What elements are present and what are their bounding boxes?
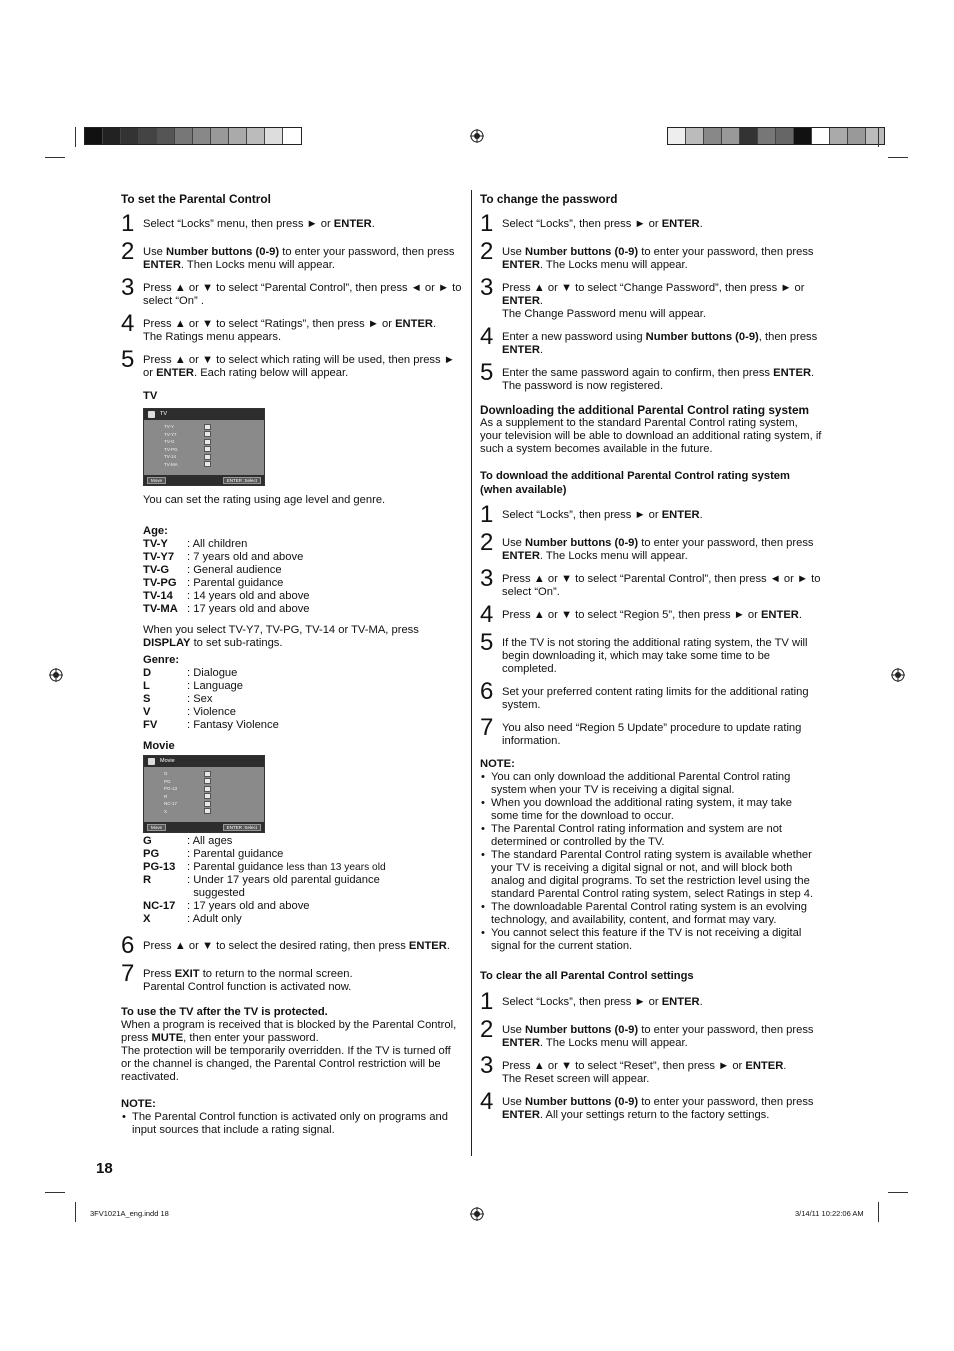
footer-file: 3FV1021A_eng.indd 18 (90, 1209, 169, 1218)
rating-row (143, 835, 463, 848)
step-text: Use Number buttons (0-9) to enter your password, then press ENTER. The Locks menu will appear. (502, 246, 814, 271)
step-list (121, 932, 463, 994)
rating-code: X (143, 913, 151, 925)
step-text: Select “Locks”, then press ► or ENTER. (502, 996, 703, 1008)
step-text: Use Number buttons (0-9) to enter your password, then press ENTER. The Locks menu will appear. (502, 1024, 814, 1049)
color-swatch (193, 128, 211, 144)
rating-desc: : 7 years old and above (187, 551, 304, 563)
subratings-note: When you select TV-Y7, TV-PG, TV-14 or TV-MA, press DISPLAY to set sub-ratings. (143, 624, 419, 649)
crop-mark (45, 157, 65, 158)
step-text: Press ▲ or ▼ to select “Reset”, then press ► or ENTER. The Reset screen will appear. (502, 1060, 787, 1085)
color-bar-right (667, 127, 885, 145)
note-item: • When you download the additional rating system, it may take some time for the download to occur. (480, 797, 822, 823)
step-text: Press ▲ or ▼ to select which rating will be used, then press ► or ENTER. Each rating below will appear. (143, 354, 455, 379)
lock-icon (204, 431, 211, 437)
rating-desc: : All ages (187, 835, 233, 847)
color-swatch (866, 128, 884, 144)
rating-row (143, 913, 463, 926)
footer-datetime: 3/14/11 10:22:06 AM (795, 1209, 864, 1218)
rating-desc: : 17 years old and above (187, 900, 310, 912)
color-swatch (211, 128, 229, 144)
step-number: 4 (480, 601, 494, 628)
column-divider (471, 190, 472, 1156)
color-swatch (848, 128, 866, 144)
step-number: 1 (480, 210, 494, 237)
screen-rating-line: TV-G (164, 438, 264, 446)
age-block: Age: TV-Y : All children TV-Y7 : 7 years old and above TV-G : General audience TV-PG : Parental guidance TV-14 : 14 years old and above TV-MA : 17 years old and above When you select TV-Y7, TV-PG, TV-14 or TV-MA, press DISPLAY to set sub-ratings. Genre: D : Dialogue L : Language S : Sex V : Violence FV : Fantasy Violence Movie Movie G PG PG-13 R NC-17 X Move ENTER :Select G : All ages PG : Parental guidance PG-13 : Parental guidance less than 13 years old R : Under 17 years old parental guidance suggested NC-17 : 17 years old and above X : Adult only (143, 525, 463, 926)
rating-desc: : General audience (187, 564, 282, 576)
lock-icon (204, 424, 211, 430)
color-swatch (85, 128, 103, 144)
rating-row (143, 680, 463, 693)
screen-rating-line: TV-Y (164, 423, 264, 431)
rating-desc: : Parental guidance (187, 577, 284, 589)
tv-rating-screen: TV TV-Y TV-Y7 TV-G TV-PG TV-14 TV-MA Move ENTER :Select (143, 408, 265, 486)
step-number: 6 (480, 678, 494, 705)
color-swatch (139, 128, 157, 144)
rating-row (143, 551, 463, 564)
note-item: • The Parental Control function is activated only on programs and input sources that include a rating signal. (121, 1111, 463, 1137)
crop-mark (888, 157, 908, 158)
screen-rating-line: G (164, 770, 264, 778)
color-swatch (722, 128, 740, 144)
rating-desc: : 14 years old and above (187, 590, 310, 602)
step-item (480, 988, 822, 1015)
color-swatch (830, 128, 848, 144)
crop-mark (888, 1192, 908, 1193)
section-heading: To change the password (480, 192, 618, 206)
step-text: Select “Locks” menu, then press ► or ENTER. (143, 218, 375, 230)
lock-icon (204, 454, 211, 460)
step-number: 1 (480, 501, 494, 528)
step-number: 4 (480, 1088, 494, 1115)
color-bar-left (84, 127, 302, 145)
step-item (480, 501, 822, 528)
crop-mark (878, 127, 879, 147)
lock-icon (204, 439, 211, 445)
step-item (480, 678, 822, 712)
step-item (480, 274, 822, 321)
step-list (121, 210, 463, 380)
rating-desc: : 17 years old and above (187, 603, 310, 615)
color-swatch (175, 128, 193, 144)
note-item: • You cannot select this feature if the TV is not receiving a digital signal for the current station. (480, 927, 822, 953)
protected-heading: To use the TV after the TV is protected. (121, 1006, 328, 1018)
step-number: 7 (121, 960, 135, 987)
step-item (480, 565, 822, 599)
step-number: 4 (480, 323, 494, 350)
tv-screen-wrap (143, 408, 463, 486)
rating-row (143, 848, 463, 861)
rating-row (143, 577, 463, 590)
step-text: Use Number buttons (0-9) to enter your password, then press ENTER. All your settings return to the factory settings. (502, 1096, 814, 1121)
step-item (480, 323, 822, 357)
step-number: 1 (480, 988, 494, 1015)
rating-row (143, 719, 463, 732)
color-swatch (157, 128, 175, 144)
color-swatch (247, 128, 265, 144)
step-item (480, 714, 822, 748)
step-number: 4 (121, 310, 135, 337)
rating-code: TV-MA (143, 603, 178, 615)
step-number: 6 (121, 932, 135, 959)
screen-rating-line: TV-PG (164, 446, 264, 454)
step-number: 2 (480, 238, 494, 265)
screen-rating-line: X (164, 808, 264, 816)
right-column: To change the password 1 Select “Locks”, then press ► or ENTER. 2 Use Number buttons (0-9) to enter your password, then press ENTER. The Locks menu will appear. 3 Press ▲ or ▼ to select “Change Password”, then press ► or ENTER. The Change Password menu will appear. 4 Enter a new password using Number buttons (0-9), then press ENTER. 5 Enter the same password again to confirm, then press ENTER. The password is now registered. Downloading the additional Parental Control rating system As a supplement to the standard Parental Control rating system, your television will be able to download an additional rating system, if such a system becomes available in the future. To download the additional Parental Control rating system (when available) 1 Select “Locks”, then press ► or ENTER. 2 Use Number buttons (0-9) to enter your password, then press ENTER. The Locks menu will appear. 3 Press ▲ or ▼ to select “Parental Control”, then press ◄ or ► to select “On”. 4 Press ▲ or ▼ to select “Region 5”, then press ► or ENTER. 5 If the TV is not storing the additional rating system, the TV will begin downloading it, which may take some time to be completed. 6 Set your preferred content rating limits for the additional rating system. 7 You also need “Region 5 Update” procedure to update rating information. NOTE: • You can only download the additional Parental Control rating system when your TV is receiving a digital signal. • When you download the additional rating system, it may take some time for the download to occur. • The Parental Control rating information and system are not determined or controlled by the TV. • The standard Parental Control rating system is available whether your TV is receiving a digital signal or not, and will block both analog and digital programs. To set the restriction level using the standard Parental Control rating system, select Ratings in step 4. • The downloadable Parental Control rating system is an evolving technology, and availability, content, and format may vary. • You cannot select this feature if the TV is not receiving a digital signal for the current station. To clear the all Parental Control settings 1 Select “Locks”, then press ► or ENTER. 2 Use Number buttons (0-9) to enter your password, then press ENTER. The Locks menu will appear. 3 Press ▲ or ▼ to select “Reset”, then press ► or ENTER. The Reset screen will appear. 4 Use Number buttons (0-9) to enter your password, then press ENTER. All your settings return to the factory settings. (480, 192, 822, 1132)
tv-caption: You can set the rating using age level and genre. (143, 494, 386, 506)
rating-row (143, 861, 463, 874)
note-item: • The standard Parental Control rating system is available whether your TV is receiving a digital signal or not, and will block both analog and digital programs. To set the restriction level using the standard Parental Control rating system, select Ratings in step 4. (480, 849, 822, 901)
rating-row (143, 564, 463, 577)
step-number: 5 (480, 629, 494, 656)
rating-desc: : Parental guidance (187, 848, 284, 860)
rating-desc: : All children (187, 538, 248, 550)
tv-label: TV (143, 390, 158, 402)
lock-icon (204, 793, 211, 799)
note-item: • The downloadable Parental Control rating system is an evolving technology, and availability, content, and format may vary. (480, 901, 822, 927)
rating-code: NC-17 (143, 900, 176, 912)
step-number: 7 (480, 714, 494, 741)
step-list (480, 988, 822, 1122)
screen-rating-line: PG-13 (164, 785, 264, 793)
step-text: Set your preferred content rating limits for the additional rating system. (502, 686, 809, 711)
lock-icon (204, 808, 211, 814)
screen-rating-line: TV-14 (164, 453, 264, 461)
step-number: 3 (480, 274, 494, 301)
step-item (480, 210, 822, 237)
step-item (121, 346, 463, 380)
screen-rating-line: R (164, 793, 264, 801)
movie-rating-screen: Movie G PG PG-13 R NC-17 X Move ENTER :Select (143, 755, 265, 833)
step-item (121, 210, 463, 237)
rating-desc: : Adult only (187, 913, 242, 925)
lock-icon (204, 461, 211, 467)
registration-mark-icon (470, 129, 484, 143)
step-number: 3 (480, 565, 494, 592)
rating-code: R (143, 874, 152, 886)
section-heading: To download the additional Parental Control rating system (when available) (480, 470, 790, 496)
lock-icon (204, 446, 211, 452)
step-text: Enter a new password using Number buttons (0-9), then press ENTER. (502, 331, 818, 356)
section-heading: To set the Parental Control (121, 192, 271, 206)
rating-code: TV-Y7 (143, 551, 175, 563)
rating-code: S (143, 693, 151, 705)
step-list (480, 501, 822, 748)
color-swatch (121, 128, 139, 144)
step-text: Press ▲ or ▼ to select “Change Password”, then press ► or ENTER. The Change Password menu will appear. (502, 282, 805, 320)
lock-icon (204, 771, 211, 777)
rating-code: L (143, 680, 150, 692)
registration-mark-icon (49, 668, 63, 682)
step-item (121, 238, 463, 272)
lock-icon (148, 758, 155, 765)
step-text: Use Number buttons (0-9) to enter your password, then press ENTER. The Locks menu will appear. (502, 537, 814, 562)
step-text: Press ▲ or ▼ to select “Region 5”, then press ► or ENTER. (502, 609, 802, 621)
screen-rating-line: TV-Y7 (164, 431, 264, 439)
step-text: Press ▲ or ▼ to select “Ratings”, then press ► or ENTER. The Ratings menu appears. (143, 318, 437, 343)
movie-label: Movie (143, 740, 175, 752)
step-text: Press ▲ or ▼ to select the desired rating, then press ENTER. (143, 940, 450, 952)
rating-code: PG (143, 848, 160, 860)
rating-desc: : Language (187, 680, 243, 692)
color-swatch (776, 128, 794, 144)
rating-row (143, 900, 463, 913)
color-swatch (704, 128, 722, 144)
rating-code: TV-14 (143, 590, 173, 602)
rating-row (143, 874, 463, 900)
dl-text: As a supplement to the standard Parental Control rating system, your television will be able to download an additional rating system, if such a system becomes available in the future. (480, 417, 822, 455)
step-item (480, 359, 822, 393)
color-swatch (103, 128, 121, 144)
lock-icon (148, 411, 155, 418)
step-text: Press ▲ or ▼ to select “Parental Control”, then press ◄ or ► to select “On” . (143, 282, 462, 307)
step-text: Select “Locks”, then press ► or ENTER. (502, 218, 703, 230)
crop-mark (45, 1192, 65, 1193)
step-item (121, 932, 463, 959)
protected-text: When a program is received that is blocked by the Parental Control, press MUTE, then enter your password. The protection will be temporarily overridden. If the TV is turned off or the channel is changed, the Parental Control restriction will be reactivated. (121, 1019, 457, 1083)
rating-row (143, 706, 463, 719)
color-swatch (794, 128, 812, 144)
step-text: If the TV is not storing the additional rating system, the TV will begin downloading it, which may take some time to be completed. (502, 637, 808, 675)
note-item: • The Parental Control rating information and system are not determined or controlled by the TV. (480, 823, 822, 849)
rating-desc: : Violence (187, 706, 236, 718)
rating-code: FV (143, 719, 158, 731)
step-item (480, 529, 822, 563)
color-swatch (758, 128, 776, 144)
lock-icon (204, 801, 211, 807)
rating-row (143, 603, 463, 616)
section-heading: Downloading the additional Parental Control rating system (480, 403, 810, 417)
rating-desc: : Under 17 years old parental guidance suggested (187, 874, 380, 899)
step-item (121, 310, 463, 344)
color-swatch (229, 128, 247, 144)
step-text: Select “Locks”, then press ► or ENTER. (502, 509, 703, 521)
step-item (480, 601, 822, 628)
registration-mark-icon (470, 1207, 484, 1221)
step-list (480, 210, 822, 393)
step-number: 3 (480, 1052, 494, 1079)
rating-row (143, 693, 463, 706)
rating-code: TV-Y (143, 538, 168, 550)
step-number: 1 (121, 210, 135, 237)
color-swatch (812, 128, 830, 144)
step-number: 2 (480, 529, 494, 556)
step-number: 2 (480, 1016, 494, 1043)
screen-rating-line: TV-MA (164, 461, 264, 469)
step-text: Enter the same password again to confirm, then press ENTER. The password is now registered. (502, 367, 815, 392)
color-swatch (686, 128, 704, 144)
step-text: Use Number buttons (0-9) to enter your password, then press ENTER. Then Locks menu will appear. (143, 246, 455, 271)
step-number: 3 (121, 274, 135, 301)
rating-desc: : Dialogue (187, 667, 238, 679)
rating-code: TV-G (143, 564, 170, 576)
step-item (480, 629, 822, 676)
rating-desc: : Sex (187, 693, 213, 705)
color-swatch (265, 128, 283, 144)
step-text: Press EXIT to return to the normal screen. Parental Control function is activated now. (143, 968, 353, 993)
note-item: • You can only download the additional Parental Control rating system when your TV is receiving a digital signal. (480, 771, 822, 797)
crop-mark (878, 1202, 879, 1222)
rating-row (143, 538, 463, 551)
rating-code: PG-13 (143, 861, 176, 873)
rating-row (143, 590, 463, 603)
screen-rating-line: NC-17 (164, 800, 264, 808)
rating-code: D (143, 667, 152, 679)
step-text: Press ▲ or ▼ to select “Parental Control”, then press ◄ or ► to select “On”. (502, 573, 821, 598)
step-item (480, 1016, 822, 1050)
screen-rating-line: PG (164, 778, 264, 786)
step-item (121, 274, 463, 308)
step-number: 2 (121, 238, 135, 265)
page-number: 18 (96, 1160, 113, 1177)
step-item (480, 1088, 822, 1122)
rating-code: G (143, 835, 152, 847)
rating-code: V (143, 706, 151, 718)
step-text: You also need “Region 5 Update” procedure to update rating information. (502, 722, 802, 747)
rating-desc: : Fantasy Violence (187, 719, 279, 731)
rating-row (143, 667, 463, 680)
section-heading: To clear the all Parental Control settings (480, 970, 694, 982)
color-swatch (740, 128, 758, 144)
lock-icon (204, 778, 211, 784)
rating-desc: : Parental guidance less than 13 years old (187, 861, 386, 873)
registration-mark-icon (891, 668, 905, 682)
color-swatch (283, 128, 301, 144)
crop-mark (75, 1202, 76, 1222)
color-swatch (668, 128, 686, 144)
step-item (480, 238, 822, 272)
crop-mark (75, 127, 76, 147)
lock-icon (204, 786, 211, 792)
step-item (121, 960, 463, 994)
step-item (480, 1052, 822, 1086)
step-number: 5 (121, 346, 135, 373)
left-column: To set the Parental Control 1 Select “Locks” menu, then press ► or ENTER. 2 Use Number buttons (0-9) to enter your password, then press ENTER. Then Locks menu will appear. 3 Press ▲ or ▼ to select “Parental Control”, then press ◄ or ► to select “On” . 4 Press ▲ or ▼ to select “Ratings”, then press ► or ENTER. The Ratings menu appears. 5 Press ▲ or ▼ to select which rating will be used, then press ► or ENTER. Each rating below will appear. TV TV TV-Y TV-Y7 TV-G TV-PG TV-14 TV-MA Move ENTER :Select You can set the rating using age level and genre. Age: TV-Y : All children TV-Y7 : 7 years old and above TV-G : General audience TV-PG : Parental guidance TV-14 : 14 years old and above TV-MA : 17 years old and above When you select TV-Y7, TV-PG, TV-14 or TV-MA, press DISPLAY to set sub-ratings. Genre: D : Dialogue L : Language S : Sex V : Violence FV : Fantasy Violence Movie Movie G PG PG-13 R NC-17 X Move ENTER :Select G : All ages PG : Parental guidance PG-13 : Parental guidance less than 13 years old R : Under 17 years old parental guidance suggested NC-17 : 17 years old and above X : Adult only 6 Press ▲ or ▼ to select the desired rating, then press ENTER. 7 Press EXIT to return to the normal screen. Parental Control function is activated now. To use the TV after the TV is protected. When a program is received that is blocked by the Parental Control, press MUTE, then enter your password. The protection will be temporarily overridden. If the TV is turned off or the channel is changed, the Parental Control restriction will be reactivated. NOTE: • The Parental Control function is activated only on programs and input sources that include a rating signal. (121, 192, 463, 1137)
rating-code: TV-PG (143, 577, 177, 589)
step-number: 5 (480, 359, 494, 386)
